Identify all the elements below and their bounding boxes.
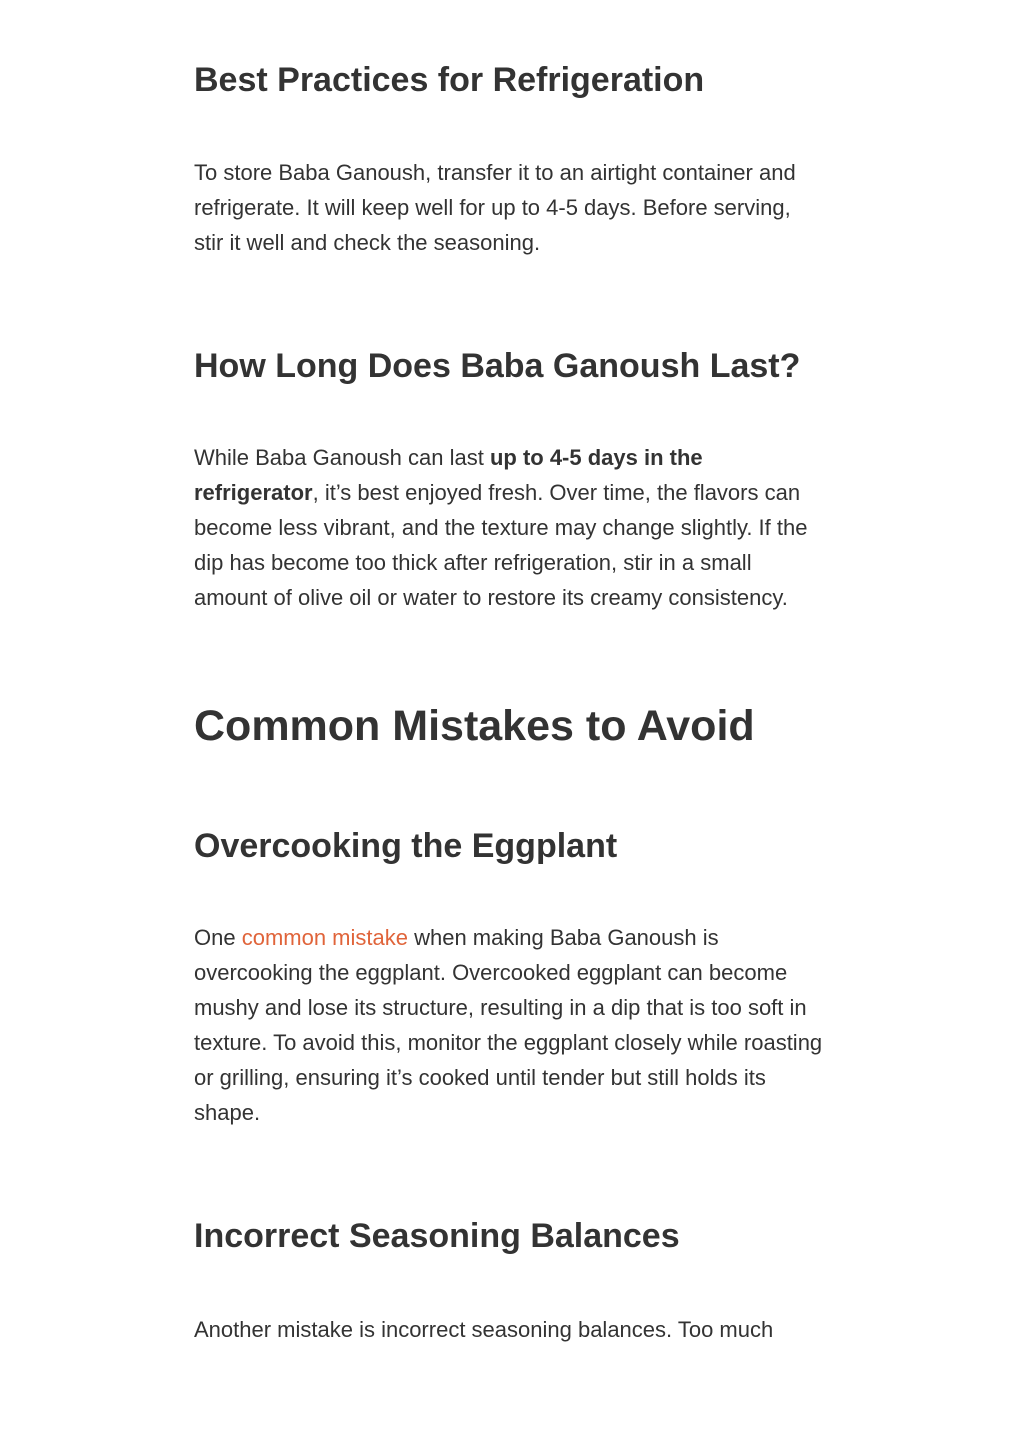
paragraph-line: amount of olive oil or water to restore its creamy consistency.	[194, 585, 788, 610]
paragraph-refrigeration	[194, 155, 864, 260]
heading-refrigeration: Best Practices for Refrigeration	[194, 61, 705, 99]
heading-seasoning: Incorrect Seasoning Balances	[194, 1217, 680, 1255]
paragraph-line: shape.	[194, 1100, 261, 1125]
paragraph-line: become less vibrant, and the texture may change slightly. If the	[194, 515, 808, 540]
emphasis-text: up to 4-5 days in the	[489, 445, 703, 470]
paragraph-line: dip has become too thick after refrigeration, stir in a small	[194, 550, 752, 575]
paragraph-line	[194, 440, 864, 475]
paragraph-overcooking	[194, 920, 864, 1130]
paragraph-line: To store Baba Ganoush, transfer it to an airtight container and	[194, 160, 796, 185]
paragraph-text: when making Baba Ganoush is	[407, 925, 719, 950]
paragraph-line: or grilling, ensuring it’s cooked until tender but still holds its	[194, 1065, 766, 1090]
paragraph-text: , it’s best enjoyed fresh. Over time, the flavors can	[312, 480, 801, 505]
paragraph-text: One	[194, 925, 242, 950]
paragraph-line: stir it well and check the seasoning.	[194, 230, 541, 255]
paragraph-how-long	[194, 440, 864, 615]
paragraph-text: While Baba Ganoush can last	[194, 445, 490, 470]
paragraph-seasoning	[194, 1312, 864, 1347]
paragraph-line: Another mistake is incorrect seasoning balances. Too much	[194, 1317, 774, 1342]
common-mistake-link[interactable]: common mistake	[241, 925, 408, 950]
heading-common-mistakes: Common Mistakes to Avoid	[194, 702, 755, 750]
heading-overcooking: Overcooking the Eggplant	[194, 827, 618, 865]
emphasis-text: refrigerator	[194, 480, 313, 505]
paragraph-line	[194, 920, 864, 955]
paragraph-line: refrigerate. It will keep well for up to 4-5 days. Before serving,	[194, 195, 791, 220]
paragraph-line: texture. To avoid this, monitor the eggplant closely while roasting	[194, 1030, 823, 1055]
paragraph-line: mushy and lose its structure, resulting in a dip that is too soft in	[194, 995, 807, 1020]
paragraph-line: overcooking the eggplant. Overcooked eggplant can become	[194, 960, 788, 985]
heading-how-long: How Long Does Baba Ganoush Last?	[194, 347, 801, 385]
paragraph-line	[194, 475, 864, 510]
